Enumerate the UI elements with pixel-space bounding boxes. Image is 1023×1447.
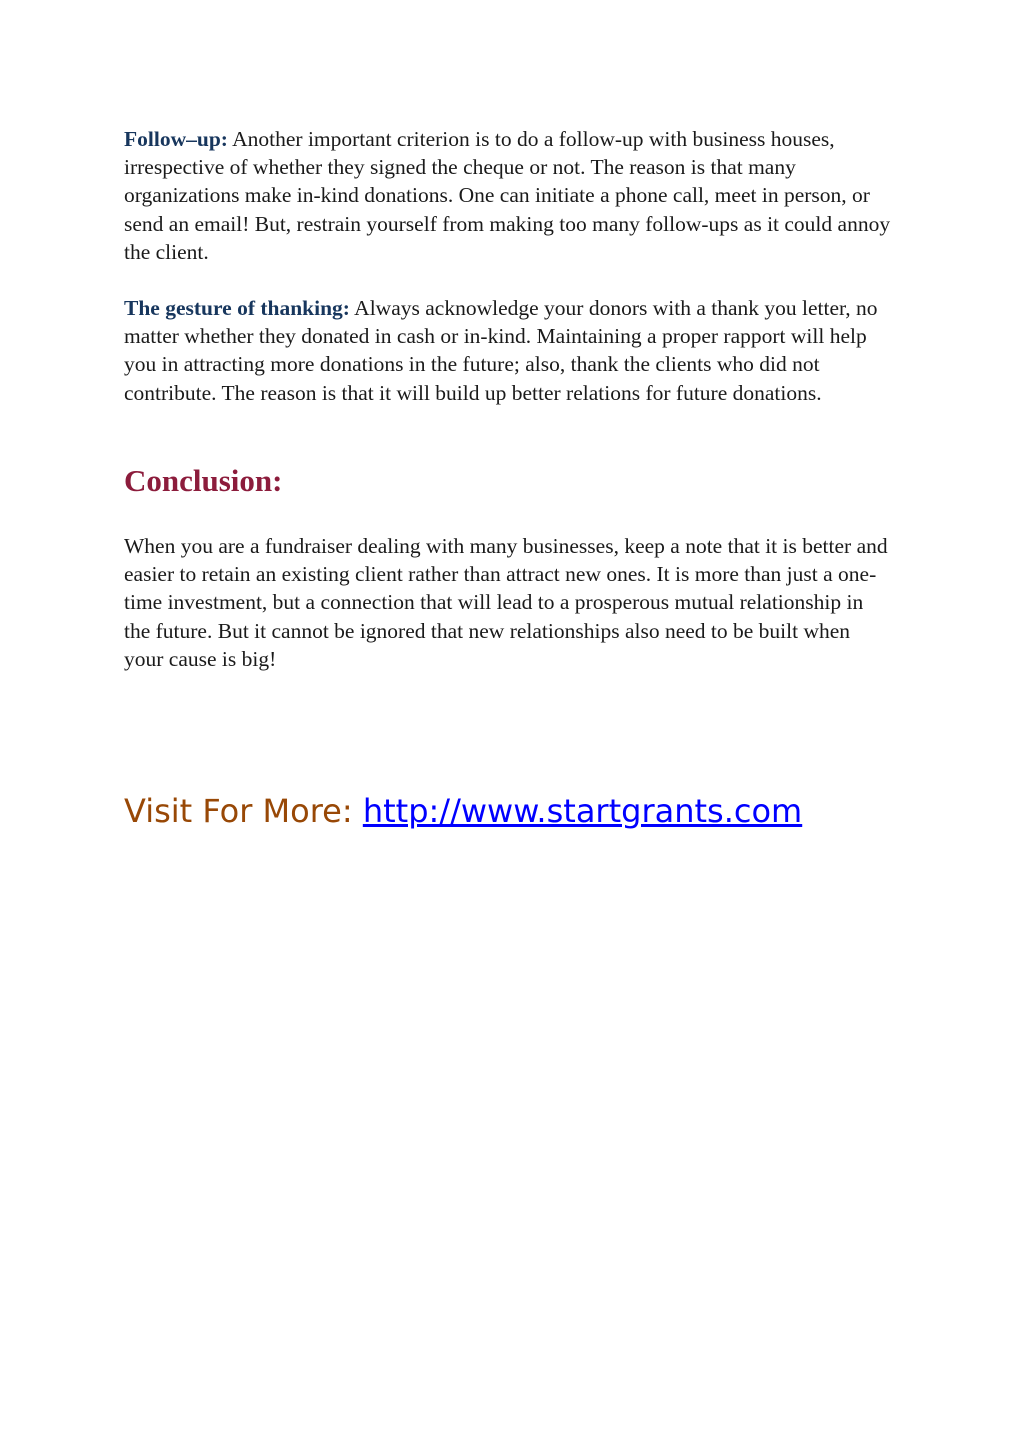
thanking-lead: The gesture of thanking: xyxy=(124,296,350,320)
visit-line xyxy=(124,789,802,833)
followup-paragraph xyxy=(124,125,894,266)
thanking-paragraph xyxy=(124,294,894,407)
thanking-text: Always acknowledge your donors with a thank you letter, no matter whether they donated in cash or in-kind. Maintaining a proper rapport will help you in attracting more donations in the future; also, thank the clients who did not contribute. The reason is that it will build up better relations for future donations. xyxy=(124,296,878,405)
startgrants-link[interactable]: http://www.startgrants.com xyxy=(362,792,803,830)
conclusion-heading: Conclusion: xyxy=(124,463,283,498)
conclusion-paragraph: When you are a fundraiser dealing with many businesses, keep a note that it is better and easier to retain an existing client rather than attract new ones. It is more than just a one-time investment, but a connection that will lead to a prosperous mutual relationship in the future. But it cannot be ignored that new relationships also need to be built when your cause is big! xyxy=(124,534,888,671)
visit-label: Visit For More: xyxy=(124,792,363,830)
followup-text: Another important criterion is to do a follow-up with business houses, irrespective of whether they signed the cheque or not. The reason is that many organizations make in-kind donations. One can initiate a phone call, meet in person, or send an email! But, restrain yourself from making too many follow-ups as it could annoy the client. xyxy=(124,127,891,264)
followup-lead: Follow–up: xyxy=(124,127,228,151)
